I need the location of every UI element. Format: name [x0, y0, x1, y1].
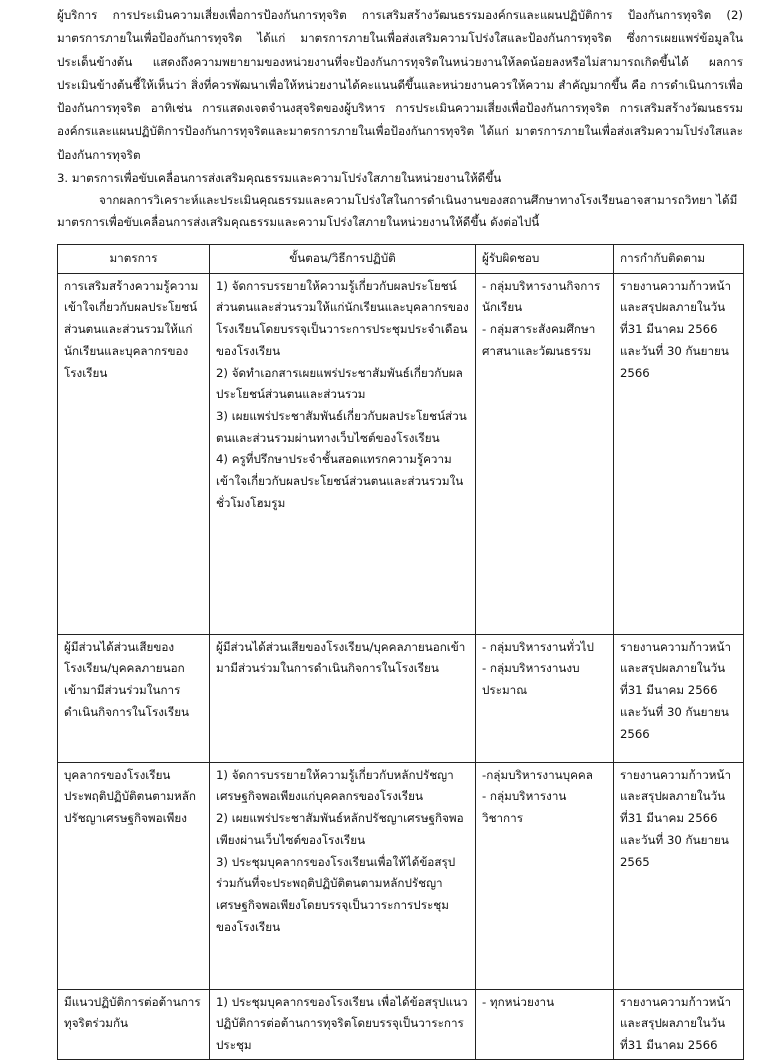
measure-cell: การเสริมสร้างความรู้ความเข้าใจเกี่ยวกับผลประโยชน์ส่วนตนและส่วนรวมให้แก่นักเรียนและบุคลากรของโรงเรียน — [58, 273, 210, 634]
responsible-item: - ทุกหน่วยงาน — [482, 994, 555, 1009]
measure-cell: ผู้มีส่วนได้ส่วนเสียของโรงเรียน/บุคคลภายนอกเข้ามามีส่วนร่วมในการดำเนินกิจการในโรงเรียน — [58, 634, 210, 762]
monitoring-cell: รายงานความก้าวหน้าและสรุปผลภายในวันที่31 มีนาคม 2566 และวันที่ 30 กันยายน 2566 — [614, 634, 744, 762]
table-row — [58, 762, 744, 989]
measure-cell: มีแนวปฏิบัติการต่อต้านการทุจริตร่วมกัน — [58, 989, 210, 1059]
responsible-cell — [476, 762, 614, 989]
steps-cell — [210, 989, 476, 1059]
step-item: ผู้มีส่วนได้ส่วนเสียของโรงเรียน/บุคคลภายนอกเข้ามามีส่วนร่วมในการดำเนินกิจการในโรงเรียน — [216, 639, 466, 676]
responsible-item: - กลุ่มบริหารงานกิจการนักเรียน — [482, 278, 601, 315]
body-paragraph: ผู้บริการ การประเมินความเสี่ยงเพื่อการป้องกันการทุจริต การเสริมสร้างวัฒนธรรมองค์กรและแผนปฏิบัติการ ป้องกันการทุจริต (2) มาตรการภายในเพื่อป้องกันการทุจริต ได้แก่ มาตรการภายในเพื่อส่งเสริมความโปร่งใสและป้องกันการทุจริต ซึ่งการเผยแพร่ข้อมูลในประเด็นข้างต้น แสดงถึงความพยายามของหน่วยงานที่จะป้องกันการทุจริตในหน่วยงานให้ลดน้อยลงหรือไม่สามารถเกิดขึ้นได้ ผลการประเมินข้างต้นชี้ให้เห็นว่า สิ่งที่ควรพัฒนาเพื่อให้หน่วยงานได้คะแนนดีขึ้นและหน่วยงานควรให้ความ สำคัญมากขึ้น คือ การดำเนินการเพื่อป้องกันการทุจริต อาทิเช่น การแสดงเจตจำนงสุจริตของผู้บริหาร การประเมินความเสี่ยงเพื่อป้องกันการทุจริต การเสริมสร้างวัฒนธรรมองค์กรและแผนปฏิบัติการป้องกันการทุจริตและมาตรการภายในเพื่อป้องกันการทุจริต ได้แก่ มาตรการภายในเพื่อส่งเสริมความโปร่งใสและป้องกันการทุจริต — [57, 8, 743, 162]
header-measure: มาตรการ — [58, 245, 210, 274]
step-item: 3) ประชุมบุคลากรของโรงเรียนเพื่อให้ได้ข้อสรุปร่วมกันที่จะประพฤติปฏิบัติตนตามหลักปรัชญาเศรษฐกิจพอเพียงโดยบรรจุเป็นวาระการประชุมของโรงเรียน — [216, 854, 456, 934]
responsible-item: - กลุ่มบริหารงานงบประมาณ — [482, 661, 580, 698]
step-item: 4) ครูที่ปรึกษาประจำชั้นสอดแทรกความรู้ความเข้าใจเกี่ยวกับผลประโยชน์ส่วนตนและส่วนรวมในชั่วโมงโฮมรูม — [216, 452, 464, 510]
table-row — [58, 634, 744, 762]
section-heading: 3. มาตรการเพื่อขับเคลื่อนการส่งเสริมคุณธรรมและความโปร่งใสภายในหน่วยงานให้ดีขึ้น — [57, 171, 502, 186]
step-item: 3) เผยแพร่ประชาสัมพันธ์เกี่ยวกับผลประโยชน์ส่วนตนและส่วนรวมผ่านทางเว็บไซต์ของโรงเรียน — [216, 408, 467, 445]
responsible-item: - กลุ่มสาระสังคมศึกษาศาสนาและวัฒนธรรม — [482, 322, 596, 358]
steps-cell — [210, 634, 476, 762]
table-header-row — [58, 245, 744, 274]
responsible-cell — [476, 273, 614, 634]
step-item: 2) จัดทำเอกสารเผยแพร่ประชาสัมพันธ์เกี่ยวกับผลประโยชน์ส่วนตนและส่วนรวม — [216, 365, 463, 402]
step-item: 1) จัดการบรรยายให้ความรู้เกี่ยวกับผลประโยชน์ส่วนตนและส่วนรวมให้แก่นักเรียนและบุคลากรของโรงเรียนโดยบรรจุเป็นวาระการประชุมประจำเดือนของโรงเรียน — [216, 278, 469, 358]
header-responsible: ผู้รับผิดชอบ — [476, 245, 614, 274]
responsible-item: - กลุ่มบริหารงานทั่วไป — [482, 639, 594, 654]
monitoring-cell: รายงานความก้าวหน้าและสรุปผลภายในวันที่31 มีนาคม 2566 และวันที่ 30 กันยายน 2565 — [614, 762, 744, 989]
responsible-cell — [476, 989, 614, 1059]
measure-cell: บุคลากรของโรงเรียนประพฤติปฏิบัติตนตามหลักปรัชญาเศรษฐกิจพอเพียง — [58, 762, 210, 989]
step-item: 1) จัดการบรรยายให้ความรู้เกี่ยวกับหลักปรัชญาเศรษฐกิจพอเพียงแก่บุคคลกรของโรงเรียน — [216, 767, 454, 804]
steps-cell — [210, 762, 476, 989]
step-item: 1) ประชุมบุคลากรของโรงเรียน เพื่อได้ข้อสรุปแนวปฏิบัติการต่อต้านการทุจริตโดยบรรจุเป็นวาระการประชุม — [216, 994, 468, 1053]
intro-paragraph: จากผลการวิเคราะห์และประเมินคุณธรรมและความโปร่งใสในการดำเนินงานของสถานศึกษาทางโรงเรียนอาจสามารถวิทยา ได้มีมาตรการเพื่อขับเคลื่อนการส่งเสริมคุณธรรมและความโปร่งใสภายในหน่วยงานให้ดีขึ้น ดังต่อไปนี้ — [57, 193, 738, 230]
responsible-item: -กลุ่มบริหารงานบุคคล — [482, 767, 593, 782]
steps-cell — [210, 273, 476, 634]
document-page — [57, 4, 743, 234]
monitoring-cell: รายงานความก้าวหน้าและสรุปผลภายในวันที่31 มีนาคม 2566 และวันที่ 30 กันยายน 2566 — [614, 273, 744, 634]
table-row — [58, 273, 744, 634]
measures-table — [57, 244, 744, 1060]
table-row — [58, 989, 744, 1059]
step-item: 2) เผยแพร่ประชาสัมพันธ์หลักปรัชญาเศรษฐกิจพอเพียงผ่านเว็บไซต์ของโรงเรียน — [216, 811, 464, 847]
header-monitoring: การกำกับติดตาม — [614, 245, 744, 274]
header-steps: ขั้นตอน/วิธีการปฏิบัติ — [210, 245, 476, 274]
monitoring-cell: รายงานความก้าวหน้าและสรุปผลภายในวันที่31 มีนาคม 2566 — [614, 989, 744, 1059]
responsible-item: - กลุ่มบริหารงานวิชาการ — [482, 789, 567, 826]
responsible-cell — [476, 634, 614, 762]
